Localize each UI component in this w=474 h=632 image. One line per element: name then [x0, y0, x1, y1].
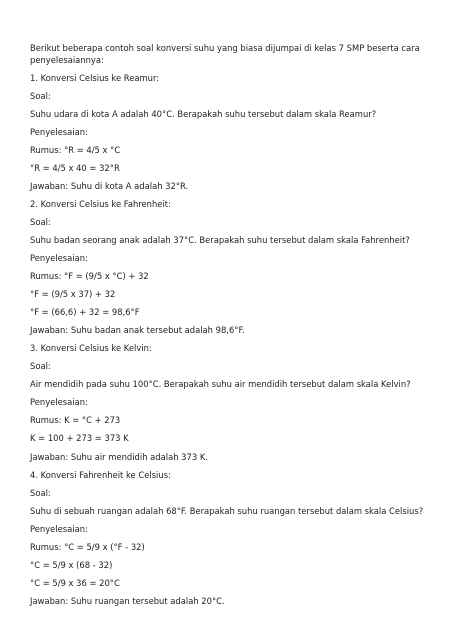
solution-step: °R = 4/5 x 40 = 32°R: [30, 162, 120, 173]
solution-step: Rumus: °R = 4/5 x °C: [30, 144, 121, 155]
answer-text: Jawaban: Suhu di kota A adalah 32°R.: [30, 180, 189, 191]
soal-label: Soal:: [30, 361, 51, 372]
section-heading: 2. Konversi Celsius ke Fahrenheit:: [30, 198, 171, 209]
solution-label: Penyelesaian:: [30, 397, 88, 408]
solution-step: °F = (66,6) + 32 = 98,6°F: [30, 307, 140, 318]
question-text: Suhu badan seorang anak adalah 37°C. Berapakah suhu tersebut dalam skala Fahrenheit?: [30, 234, 410, 245]
answer-text: Jawaban: Suhu ruangan tersebut adalah 20°C.: [30, 595, 225, 606]
solution-step: Rumus: °C = 5/9 x (°F - 32): [30, 541, 145, 552]
intro-line: penyelesaiannya:: [30, 54, 104, 65]
question-text: Suhu di sebuah ruangan adalah 68°F. Berapakah suhu ruangan tersebut dalam skala Celsius?: [30, 505, 424, 516]
answer-text: Jawaban: Suhu air mendidih adalah 373 K.: [30, 451, 208, 462]
solution-step: Rumus: °F = (9/5 x °C) + 32: [30, 271, 149, 282]
solution-step: °F = (9/5 x 37) + 32: [30, 289, 116, 300]
solution-label: Penyelesaian:: [30, 253, 88, 264]
document-body: [30, 43, 450, 614]
solution-step: °C = 5/9 x (68 - 32): [30, 559, 113, 570]
question-text: Suhu udara di kota A adalah 40°C. Berapakah suhu tersebut dalam skala Reamur?: [30, 108, 377, 119]
section-heading: 3. Konversi Celsius ke Kelvin:: [30, 343, 152, 354]
soal-label: Soal:: [30, 487, 51, 498]
solution-step: K = 100 + 273 = 373 K: [30, 433, 129, 444]
soal-label: Soal:: [30, 216, 51, 227]
solution-step: Rumus: K = °C + 273: [30, 415, 121, 426]
answer-text: Jawaban: Suhu badan anak tersebut adalah 98,6°F.: [30, 325, 245, 336]
section-heading: 4. Konversi Fahrenheit ke Celsius:: [30, 469, 171, 480]
solution-label: Penyelesaian:: [30, 523, 88, 534]
question-text: Air mendidih pada suhu 100°C. Berapakah suhu air mendidih tersebut dalam skala Kelvin?: [30, 379, 411, 390]
intro-line: Berikut beberapa contoh soal konversi suhu yang biasa dijumpai di kelas 7 SMP beserta cara: [30, 43, 420, 53]
section-heading: 1. Konversi Celsius ke Reamur:: [30, 72, 160, 83]
solution-step: °C = 5/9 x 36 = 20°C: [30, 577, 120, 588]
soal-label: Soal:: [30, 90, 51, 101]
solution-label: Penyelesaian:: [30, 126, 88, 137]
